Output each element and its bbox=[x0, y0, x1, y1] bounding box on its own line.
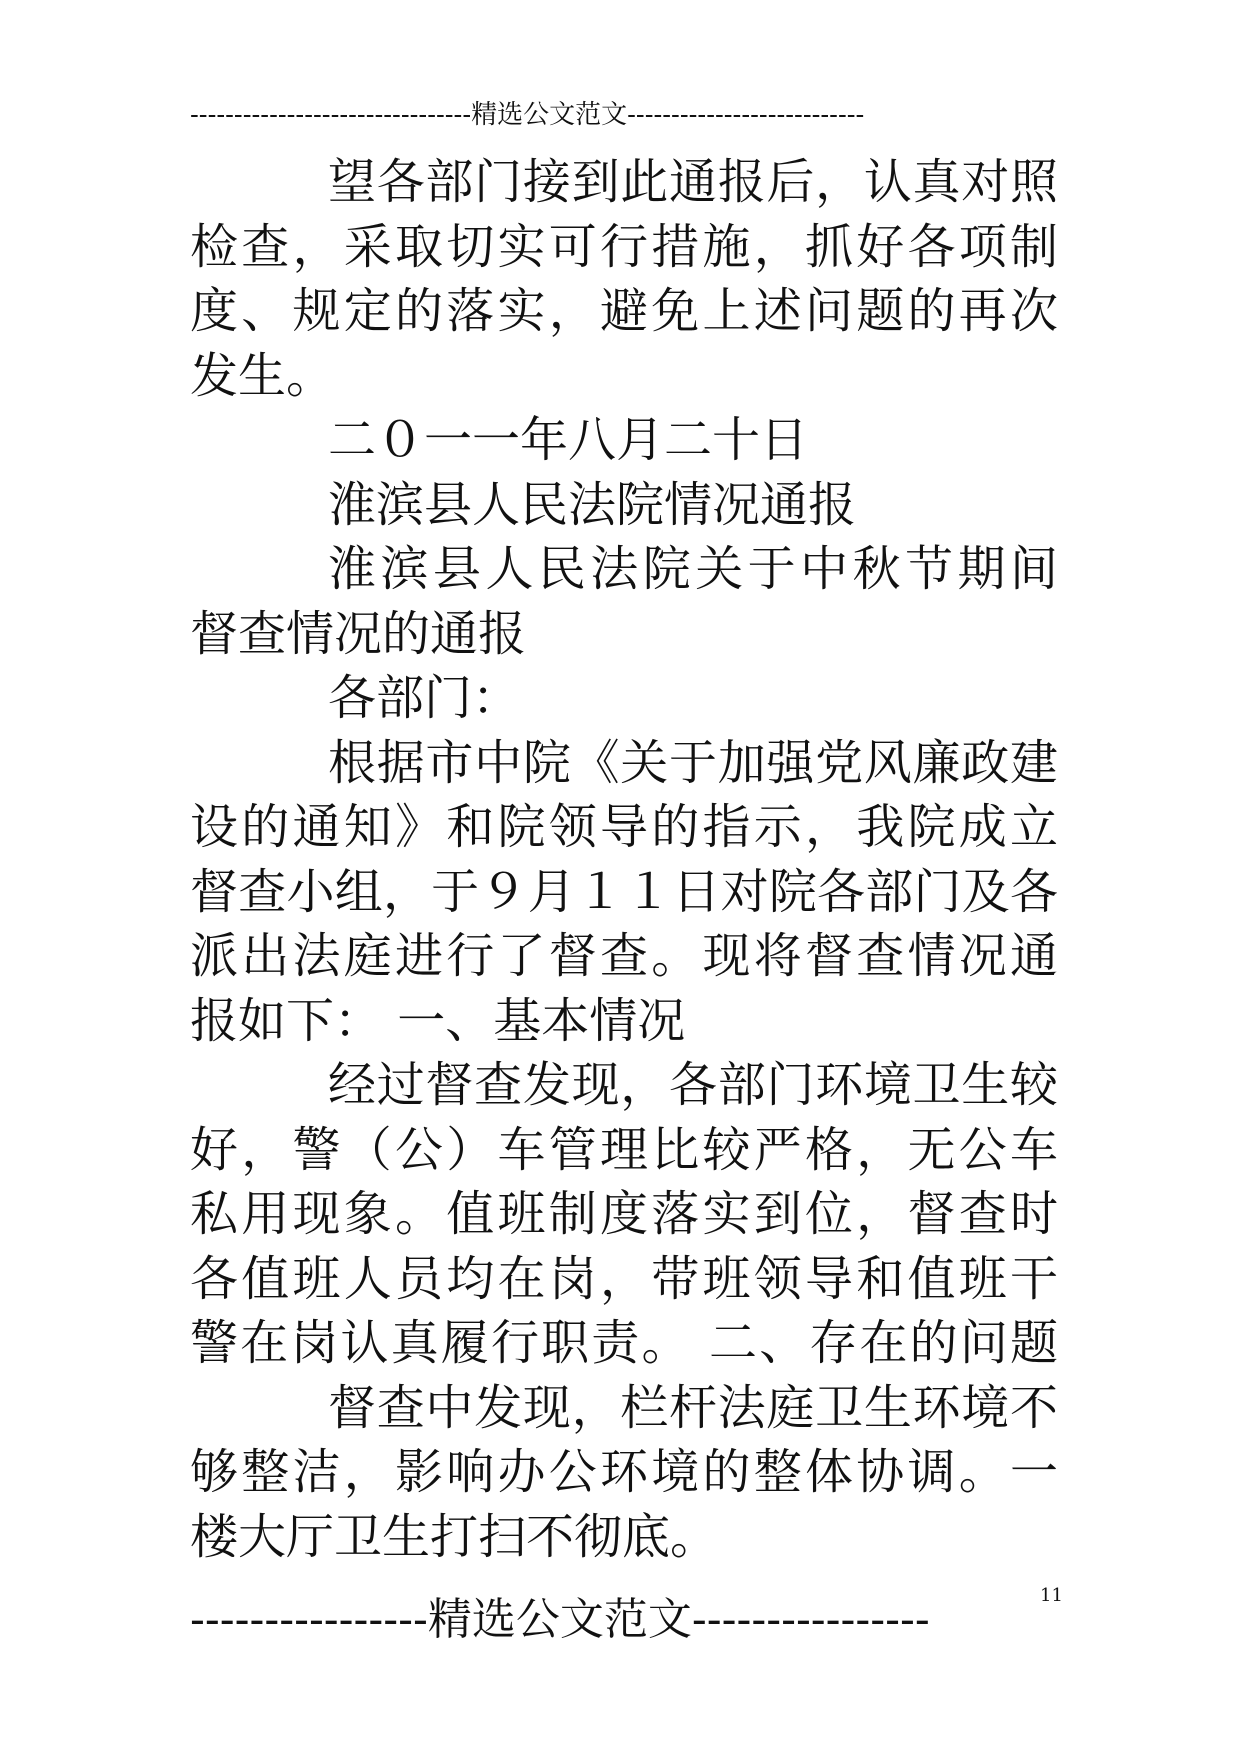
paragraph-line: 楼大厅卫生打扫不彻底。 bbox=[190, 1508, 719, 1565]
notice-title-line: 督查情况的通报 bbox=[190, 605, 527, 662]
page-footer: ----------------精选公文范文---------------- bbox=[190, 1594, 930, 1645]
paragraph-line: 检查，采取切实可行措施，抓好各项制 bbox=[190, 218, 1058, 275]
paragraph-line: 够整洁，影响办公环境的整体协调。一 bbox=[190, 1444, 1058, 1500]
paragraph-line: 警在岗认真履行职责。 二、存在的问题 bbox=[190, 1315, 1058, 1371]
salutation: 各部门： bbox=[328, 670, 521, 726]
paragraph-line: 各值班人员均在岗，带班领导和值班干 bbox=[190, 1250, 1058, 1307]
paragraph-line: 根据市中院《关于加强党风廉政建 bbox=[328, 734, 1058, 791]
paragraph-line: 督查小组，于９月１１日对院各部门及各 bbox=[190, 863, 1058, 920]
paragraph-line: 私用现象。值班制度落实到位，督查时 bbox=[190, 1186, 1058, 1242]
page-number: 11 bbox=[1040, 1585, 1063, 1606]
notice-title-line: 淮滨县人民法院关于中秋节期间 bbox=[328, 541, 1058, 597]
page-header: --------------------------------精选公文范文--------------------------- bbox=[190, 100, 865, 130]
paragraph-line: 督查中发现，栏杆法庭卫生环境不 bbox=[328, 1379, 1058, 1436]
document-body bbox=[190, 150, 1058, 1569]
paragraph-line: 经过督查发现，各部门环境卫生较 bbox=[328, 1057, 1058, 1113]
paragraph-line: 发生。 bbox=[190, 347, 335, 404]
document-title: 淮滨县人民法院情况通报 bbox=[328, 476, 857, 533]
date-line: 二０一一年八月二十日 bbox=[328, 412, 809, 468]
paragraph-line: 设的通知》和院领导的指示，我院成立 bbox=[190, 799, 1058, 855]
paragraph-line: 望各部门接到此通报后，认真对照 bbox=[328, 154, 1058, 210]
paragraph-line: 报如下： 一、基本情况 bbox=[190, 992, 686, 1049]
paragraph-line: 好，警（公）车管理比较严格，无公车 bbox=[190, 1121, 1058, 1178]
paragraph-line: 派出法庭进行了督查。现将督查情况通 bbox=[190, 928, 1058, 984]
paragraph-line: 度、规定的落实，避免上述问题的再次 bbox=[190, 283, 1058, 339]
